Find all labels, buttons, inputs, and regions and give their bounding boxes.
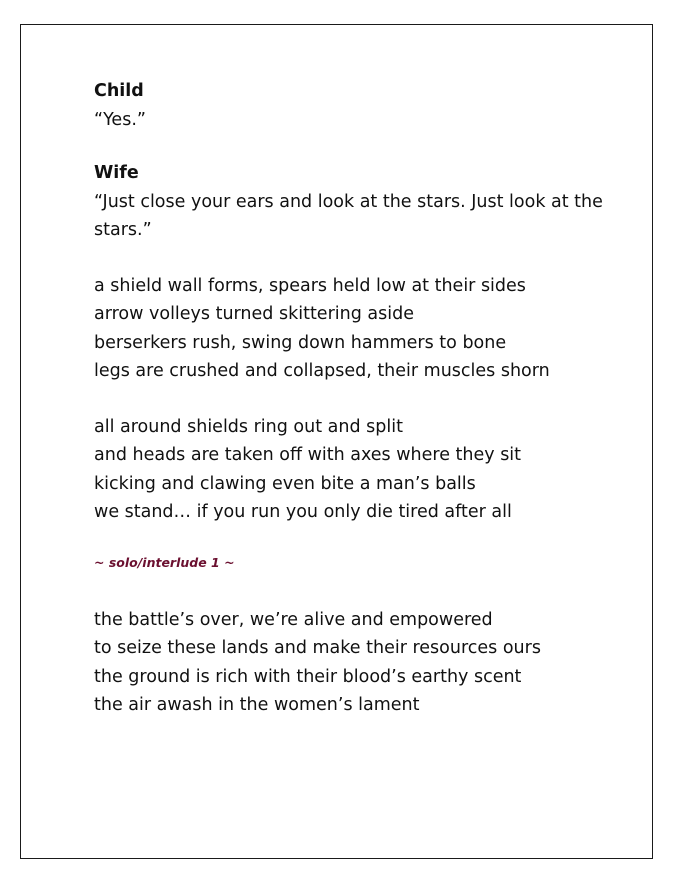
lyrics-content bbox=[94, 77, 614, 720]
stanza-3 bbox=[94, 606, 614, 720]
stanza-3-line-3: the ground is rich with their blood’s earthy scent bbox=[94, 666, 522, 687]
child-line: “Yes.” bbox=[94, 109, 146, 130]
spacer bbox=[94, 573, 614, 606]
spacer bbox=[94, 386, 614, 413]
stanza-2 bbox=[94, 413, 614, 527]
stanza-1-line-4: legs are crushed and collapsed, their muscles shorn bbox=[94, 361, 550, 381]
stanza-2-line-4: we stand… if you run you only die tired after all bbox=[94, 502, 512, 522]
stanza-2-line-1: all around shields ring out and split bbox=[94, 416, 403, 437]
stanza-1-line-1: a shield wall forms, spears held low at their sides bbox=[94, 275, 526, 296]
speaker-wife: Wife bbox=[94, 163, 139, 183]
stanza-3-line-4: the air awash in the women’s lament bbox=[94, 695, 420, 715]
wife-line: “Just close your ears and look at the stars. Just look at the stars.” bbox=[94, 191, 603, 240]
stanza-3-line-1: the battle’s over, we’re alive and empowered bbox=[94, 609, 493, 630]
stanza-3-line-2: to seize these lands and make their resources ours bbox=[94, 638, 541, 658]
stanza-1-line-2: arrow volleys turned skittering aside bbox=[94, 304, 414, 324]
spacer bbox=[94, 245, 614, 272]
stanza-1-line-3: berserkers rush, swing down hammers to bone bbox=[94, 332, 507, 353]
stanza-1 bbox=[94, 272, 614, 386]
speaker-child: Child bbox=[94, 81, 144, 101]
spacer bbox=[94, 134, 614, 159]
stanza-2-line-2: and heads are taken off with axes where they sit bbox=[94, 445, 522, 465]
spacer bbox=[94, 527, 614, 553]
stanza-2-line-3: kicking and clawing even bite a man’s balls bbox=[94, 473, 476, 494]
interlude-marker: ~ solo/interlude 1 ~ bbox=[94, 554, 235, 570]
document-page bbox=[20, 24, 653, 859]
